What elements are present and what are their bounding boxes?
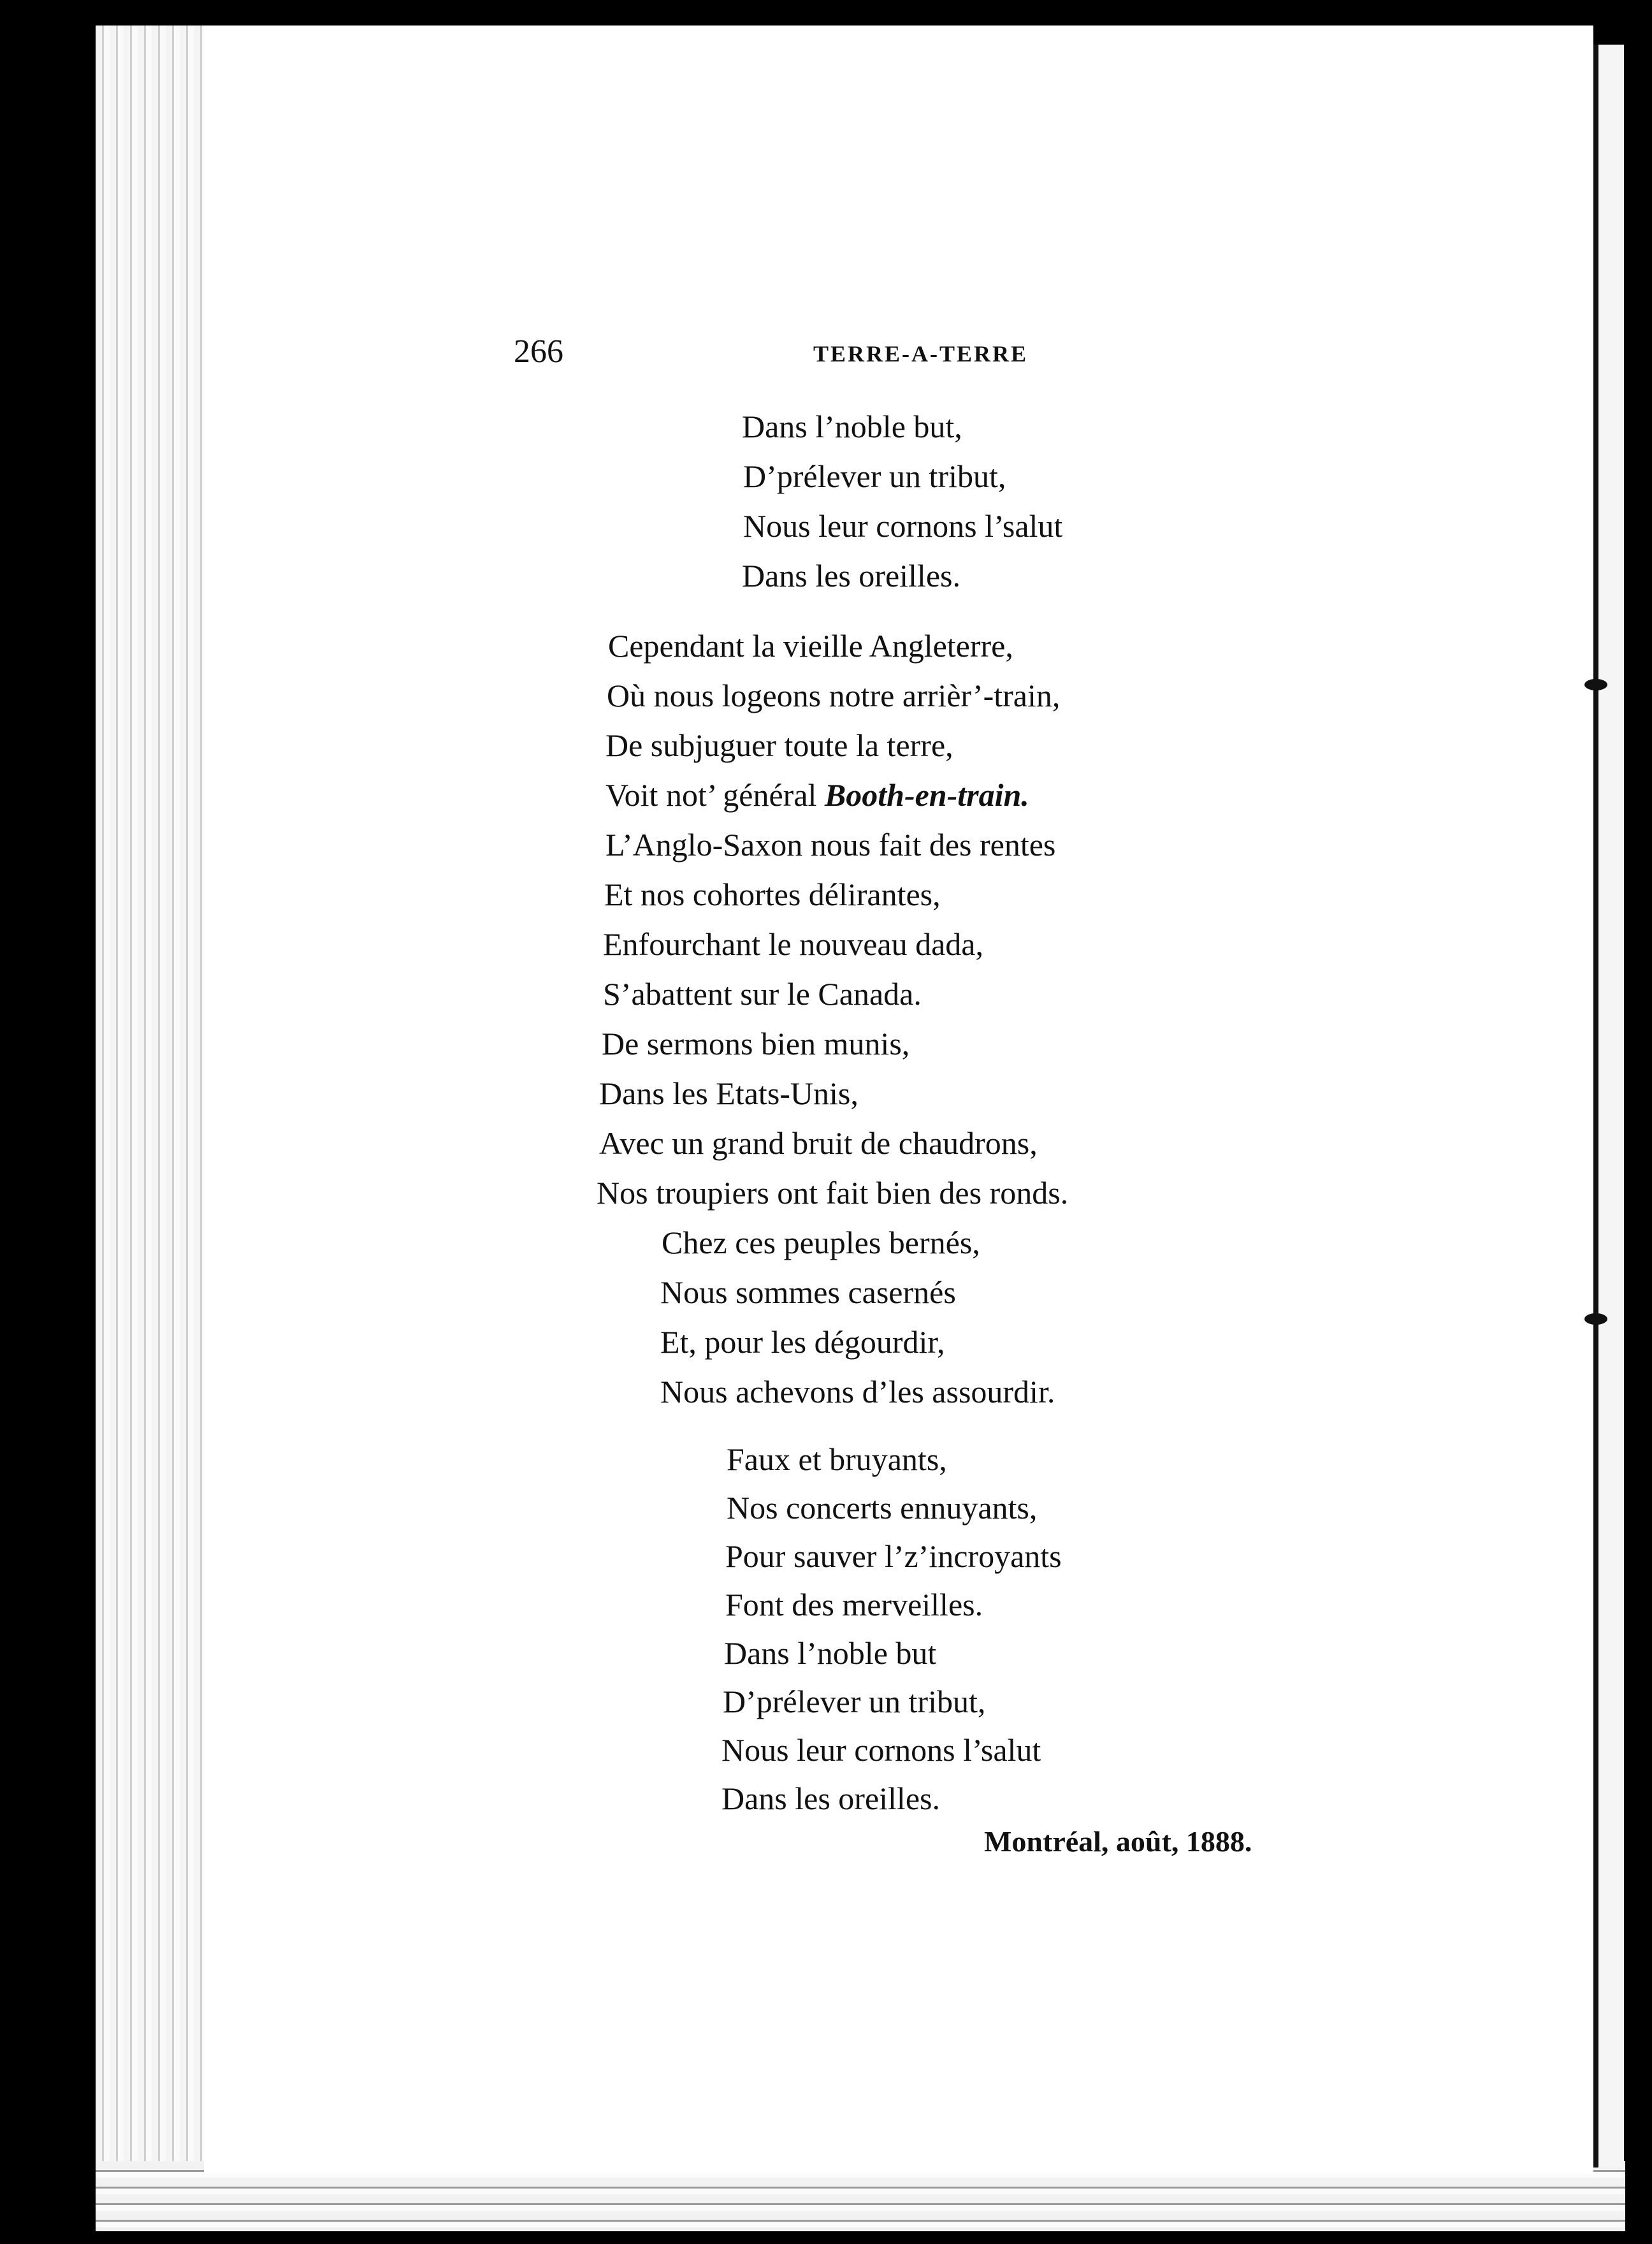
verse-line: De subjuguer toute la terre,: [605, 727, 953, 763]
verse-line: Dans l’noble but: [724, 1635, 937, 1671]
verse-line: Et, pour les dégourdir,: [660, 1324, 945, 1360]
verse-line: Dans l’noble but,: [742, 409, 962, 444]
verse-line: Nous leur cornons l’salut: [743, 508, 1063, 544]
verse-line: Cependant la vieille Angleterre,: [608, 628, 1013, 664]
place-date-signature: Montréal, août, 1888.: [984, 1825, 1252, 1858]
verse-line: Chez ces peuples bernés,: [662, 1225, 980, 1260]
edge-notch: [1584, 1313, 1607, 1325]
verse-line: De sermons bien munis,: [602, 1026, 910, 1061]
page-number: 266: [514, 333, 563, 370]
edge-notch: [1584, 679, 1607, 690]
verse-line: Nous sommes casernés: [660, 1274, 956, 1310]
verse-line: S’abattent sur le Canada.: [603, 976, 922, 1012]
verse-line: Dans les oreilles.: [742, 558, 960, 594]
verse-line: Nos concerts ennuyants,: [727, 1490, 1038, 1526]
verse-line: Faux et bruyants,: [727, 1441, 947, 1477]
verse-line: Dans les Etats-Unis,: [599, 1075, 859, 1111]
verse-line: Enfourchant le nouveau dada,: [603, 926, 983, 962]
italic-name: Booth-en-train.: [824, 777, 1029, 813]
verse-line: Nous achevons d’les assourdir.: [660, 1374, 1055, 1410]
verse-line: Et nos cohortes délirantes,: [604, 877, 941, 912]
verse-line: D’prélever un tribut,: [723, 1684, 986, 1719]
verse-line: Pour sauver l’z’incroyants: [725, 1538, 1062, 1574]
verse-line: L’Anglo-Saxon nous fait des rentes: [605, 827, 1056, 863]
verse-line: Font des merveilles.: [725, 1587, 983, 1622]
page-header: [0, 333, 1652, 377]
running-head: TERRE-A-TERRE: [813, 341, 1029, 367]
verse-line: Nos troupiers ont fait bien des ronds.: [597, 1175, 1069, 1211]
verse-text: Voit not’ général: [605, 777, 825, 813]
verse-line: Où nous logeons notre arrièr’-train,: [607, 678, 1061, 713]
verse-line: [605, 776, 1029, 813]
verse-line: Nous leur cornons l’salut: [721, 1732, 1041, 1768]
verse-line: Dans les oreilles.: [721, 1781, 940, 1816]
verse-line: Avec un grand bruit de chaudrons,: [599, 1125, 1038, 1161]
verse-line: D’prélever un tribut,: [743, 458, 1006, 494]
